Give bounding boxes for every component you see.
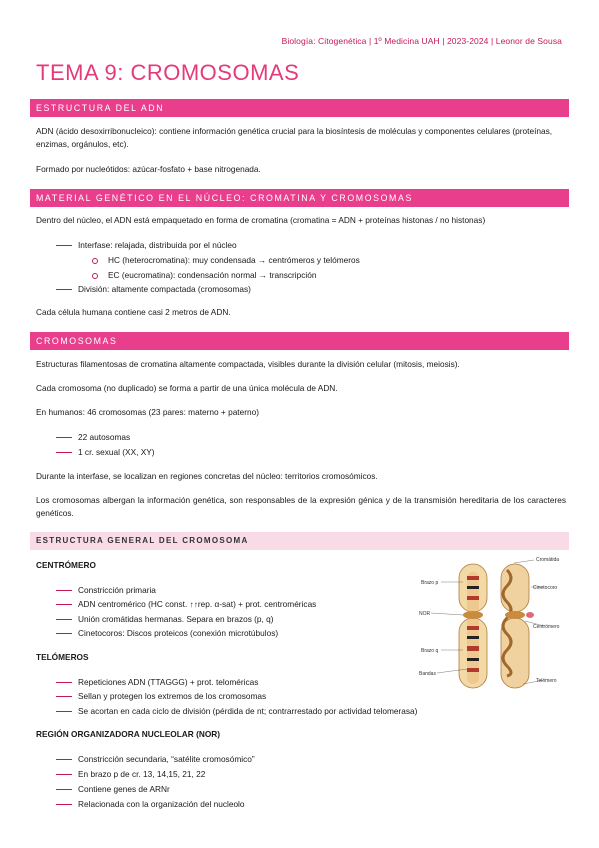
paragraph-informacion-genetica: Los cromosomas albergan la información genética, son responsables de la expresión génica y de la transmisión hereditaria de los caracteres genéticos. (36, 495, 566, 518)
label-brazo-p: Brazo p (421, 580, 439, 586)
paragraph-46-cromosomas: En humanos: 46 cromosomas (23 pares: materno + paterno) (36, 407, 259, 417)
list-item: Cinetocoros: Discos proteicos (conexión microtúbulos) (56, 627, 278, 639)
list-item-autosomas: 22 autosomas (56, 431, 130, 443)
subsection-band-estructura-cromosoma: ESTRUCTURA GENERAL DEL CROMOSOMA (30, 532, 569, 550)
list-item: Repeticiones ADN (TTAGGG) + prot. teloméricas (56, 676, 258, 688)
label-brazo-q: Brazo q (421, 648, 439, 654)
list-item: Contiene genes de ARNr (56, 783, 170, 795)
chromosome-right-chromatid (501, 564, 534, 688)
paragraph-dos-metros: Cada célula humana contiene casi 2 metros de ADN. (36, 307, 231, 317)
paragraph-cromatina: Dentro del núcleo, el ADN está empaquetado en forma de cromatina (cromatina = ADN + proteínas histonas / no histonas) (36, 215, 486, 225)
label-cromatida: Cromátida (536, 557, 560, 563)
label-bandas: Bandas (419, 671, 436, 677)
label-nor: NOR (419, 611, 431, 617)
list-item-cr-sexual: 1 cr. sexual (XX, XY) (56, 446, 155, 458)
list-item-ec: EC (eucromatina): condensación normal → transcripción (92, 269, 316, 281)
list-item: En brazo p de cr. 13, 14,15, 21, 22 (56, 768, 205, 780)
document-header: Biología: Citogenética | 1º Medicina UAH | 2023-2024 | Leonor de Sousa (281, 36, 562, 46)
list-item-hc: HC (heterocromatina): muy condensada → centrómeros y telómeros (92, 254, 360, 266)
paragraph-nucleotidos: Formado por nucleótidos: azúcar-fosfato + base nitrogenada. (36, 164, 261, 174)
list-item: Constricción secundaria, “satélite cromosómico” (56, 753, 255, 765)
section-band-estructura-adn: ESTRUCTURA DEL ADN (30, 99, 569, 117)
subheading-telomeros: TELÓMEROS (36, 652, 89, 662)
paragraph-molecula-adn: Cada cromosoma (no duplicado) se forma a partir de una única molécula de ADN. (36, 383, 338, 393)
list-item: Relacionada con la organización del nucleolo (56, 798, 245, 810)
list-item: Sellan y protegen los extremos de los cromosomas (56, 690, 266, 702)
list-item-interfase: Interfase: relajada, distribuida por el núcleo (56, 239, 237, 251)
page-title: TEMA 9: CROMOSOMAS (36, 60, 300, 85)
subheading-centromero: CENTRÓMERO (36, 560, 96, 570)
section-band-cromosomas: CROMOSOMAS (30, 332, 569, 350)
paragraph-adn-definition: ADN (ácido desoxirribonucleico): contiene información genética crucial para la biosíntesis de moléculas y componentes celulares (proteínas, enzimas, orgánulos, etc). (36, 126, 553, 149)
label-centromero: Centrómero (533, 624, 560, 630)
list-item-division: División: altamente compactada (cromosomas) (56, 283, 251, 295)
paragraph-territorios: Durante la interfase, se localizan en regiones concretas del núcleo: territorios cromosómicos. (36, 471, 378, 481)
list-item: ADN centromérico (HC const. ↑↑rep. α-sat) + prot. centroméricas (56, 598, 316, 610)
list-item: Unión cromátidas hermanas. Separa en brazos (p, q) (56, 613, 274, 625)
chromosome-diagram (419, 556, 569, 691)
subheading-nor: REGIÓN ORGANIZADORA NUCLEOLAR (NOR) (36, 729, 221, 739)
label-cinetocoro: Cinetocoro (533, 585, 558, 591)
label-telomero: Telómero (536, 678, 557, 684)
section-band-material-genetico: MATERIAL GENÉTICO EN EL NÚCLEO: CROMATINA Y CROMOSOMAS (30, 189, 569, 207)
list-item: Se acortan en cada ciclo de división (pérdida de nt; contrarrestado por actividad telomerasa) (56, 705, 417, 717)
paragraph-estructuras: Estructuras filamentosas de cromatina altamente compactada, visibles durante la división celular (mitosis, meiosis). (36, 359, 460, 369)
list-item: Constricción primaria (56, 584, 156, 596)
